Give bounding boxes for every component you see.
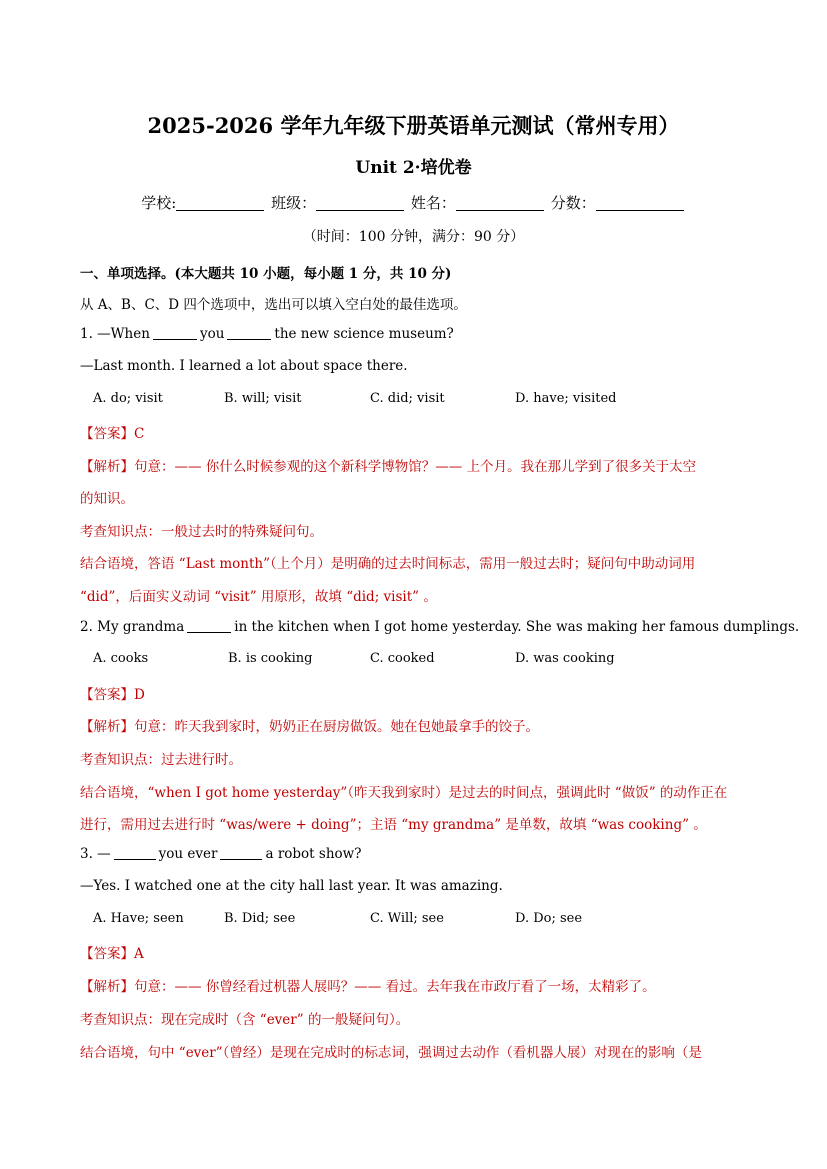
score-blank[interactable]: [596, 196, 684, 211]
question-3-option-d: D. Do; see: [515, 911, 583, 926]
question-2-option-c: C. cooked: [370, 651, 435, 666]
question-1-reply: —Last month. I learned a lot about space there.: [80, 358, 408, 374]
question-2-explain-2: 进行，需用过去进行时 “was/were + doing”；主语 “my grandma” 是单数，故填 “was cooking” 。: [80, 817, 707, 833]
question-3-option-a: A. Have; seen: [93, 911, 184, 926]
question-1-option-d: D. have; visited: [515, 391, 617, 406]
question-1-option-c: C. did; visit: [370, 391, 445, 406]
question-3-analysis: 【解析】句意：—— 你曾经看过机器人展吗？—— 看过。去年我在市政厅看了一场，太精彩了。: [80, 979, 656, 995]
blank: [227, 327, 271, 340]
question-1-analysis-cont: 的知识。: [80, 491, 134, 507]
blank: [220, 847, 262, 860]
document-title: 2025-2026 学年九年级下册英语单元测试（常州专用）: [147, 113, 680, 138]
question-3-point: 考查知识点：现在完成时（含 “ever” 的一般疑问句）。: [80, 1012, 410, 1028]
question-1-analysis: 【解析】句意：—— 你什么时候参观的这个新科学博物馆？—— 上个月。我在那儿学到了很多关于太空: [80, 459, 697, 475]
question-2-point: 考查知识点：过去进行时。: [80, 752, 242, 768]
question-3-reply: —Yes. I watched one at the city hall last year. It was amazing.: [80, 878, 503, 894]
question-1-option-a: A. do; visit: [93, 391, 163, 406]
time-note: （时间：100 分钟，满分：90 分）: [302, 229, 525, 245]
question-2-option-b: B. is cooking: [228, 651, 313, 666]
section-heading: 一、单项选择。(本大题共 10 小题，每小题 1 分，共 10 分): [80, 266, 452, 282]
question-3-answer: 【答案】A: [80, 946, 144, 962]
question-2-explain-1: 结合语境，“when I got home yesterday”（昨天我到家时）是过去的时间点，强调此时 “做饭” 的动作正在: [80, 785, 728, 801]
question-1-point: 考查知识点：一般过去时的特殊疑问句。: [80, 524, 323, 540]
question-3-stem: 3. — you ever a robot show?: [80, 846, 362, 862]
section-instruction: 从 A、B、C、D 四个选项中，选出可以填入空白处的最佳选项。: [80, 297, 467, 313]
question-1-explain-1: 结合语境，答语 “Last month”（上个月）是明确的过去时间标志，需用一般过去时；疑问句中助动词用: [80, 556, 696, 572]
question-3-option-b: B. Did; see: [224, 911, 296, 926]
question-2-stem: 2. My grandma in the kitchen when I got home yesterday. She was making her famous dumplings.: [80, 619, 800, 635]
class-label: 班级：: [271, 194, 317, 212]
question-3-option-c: C. Will; see: [370, 911, 444, 926]
question-1-answer: 【答案】C: [80, 426, 145, 442]
blank: [114, 847, 156, 860]
score-label: 分数：: [550, 194, 596, 212]
blank: [187, 620, 231, 633]
name-blank[interactable]: [456, 196, 544, 211]
school-label: 学校:: [141, 194, 177, 212]
class-blank[interactable]: [316, 196, 404, 211]
school-blank[interactable]: [176, 196, 264, 211]
question-2-answer: 【答案】D: [80, 687, 145, 703]
question-1-option-b: B. will; visit: [224, 391, 302, 406]
blank: [153, 327, 197, 340]
student-info-row: [0, 192, 827, 213]
name-label: 姓名：: [410, 194, 456, 212]
question-1-stem: 1. —When you the new science museum?: [80, 326, 454, 342]
document-subtitle: Unit 2·培优卷: [355, 158, 472, 178]
question-2-analysis: 【解析】句意：昨天我到家时，奶奶正在厨房做饭。她在包她最拿手的饺子。: [80, 719, 539, 735]
question-3-explain-1: 结合语境，句中 “ever”（曾经）是现在完成时的标志词，强调过去动作（看机器人展）对现在的影响（是: [80, 1045, 702, 1061]
question-2-option-a: A. cooks: [93, 651, 149, 666]
question-1-explain-2: “did”，后面实义动词 “visit” 用原形，故填 “did; visit” 。: [80, 589, 437, 605]
question-2-option-d: D. was cooking: [515, 651, 615, 666]
